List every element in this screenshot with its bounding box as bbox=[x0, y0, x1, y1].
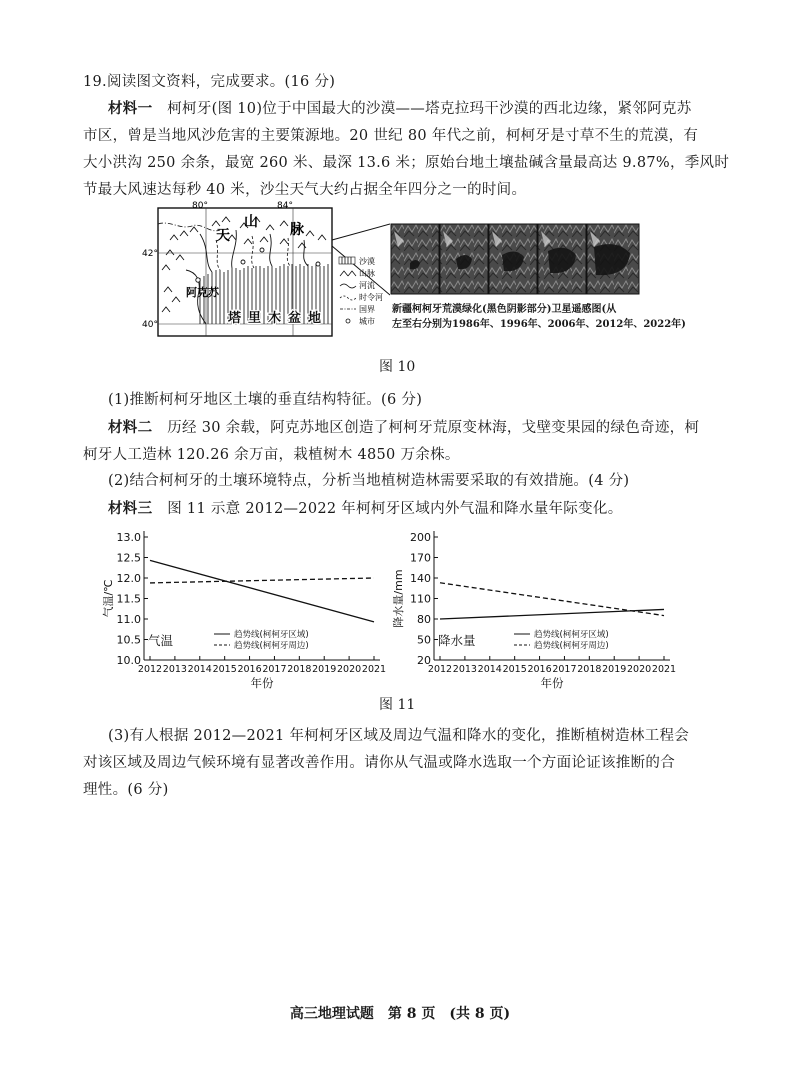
material1-label: 材料一 bbox=[108, 100, 153, 117]
question-3-line-2: 对该区域及周边气候环境有显著改善作用。请你从气温或降水选取一个方面论证该推断的合 bbox=[83, 755, 675, 771]
lat-label-42: 42° bbox=[142, 249, 158, 259]
material2-label: 材料二 bbox=[108, 419, 153, 436]
temp-xtick-label: 2017 bbox=[262, 664, 287, 675]
precip-ytick-label: 80 bbox=[417, 613, 431, 626]
figure10-caption: 图 10 bbox=[379, 359, 416, 375]
temp-ytick-label: 10.0 bbox=[116, 654, 141, 667]
precipitation-chart bbox=[390, 525, 680, 690]
temp-ytick-label: 12.5 bbox=[116, 551, 141, 565]
map-label-pen: 盆 bbox=[288, 311, 302, 326]
lon-label-80: 80° bbox=[192, 201, 208, 211]
question-heading: 19.阅读图文资料，完成要求。(16 分) bbox=[83, 74, 336, 90]
satellite-caption-2: 左至右分别为1986年、1996年、2006年、2012年、2022年) bbox=[392, 319, 686, 330]
temp-xtick-label: 2012 bbox=[137, 664, 163, 675]
lon-label-84: 84° bbox=[277, 201, 293, 211]
temp-trend-line-surrounding bbox=[150, 578, 374, 583]
temp-ytick-label: 10.5 bbox=[116, 633, 141, 647]
temperature-chart bbox=[100, 525, 390, 690]
precip-ylabel: 降水量/mm bbox=[392, 569, 405, 628]
temp-xtick-label: 2019 bbox=[312, 664, 337, 675]
temp-ytick-label: 13.0 bbox=[116, 531, 141, 544]
map-label-mu: 木 bbox=[268, 311, 282, 326]
precip-xlabel: 年份 bbox=[540, 676, 564, 690]
legend-river: 河流 bbox=[359, 281, 375, 290]
material3-text: 图 11 示意 2012—2022 年柯柯牙区域内外气温和降水量年际变化。 bbox=[167, 501, 623, 517]
precip-xtick-label: 2015 bbox=[502, 664, 527, 675]
legend-border: 国界 bbox=[359, 305, 375, 314]
precip-legend-label: 趋势线(柯柯牙周边) bbox=[534, 641, 609, 651]
precip-ytick-label: 110 bbox=[410, 592, 431, 606]
precip-xtick-label: 2019 bbox=[602, 664, 627, 675]
precip-legend-label: 趋势线(柯柯牙区域) bbox=[534, 630, 609, 640]
precip-ytick-label: 200 bbox=[410, 531, 431, 544]
map-label-aksu: 阿克苏 bbox=[186, 286, 219, 299]
satellite-images bbox=[390, 223, 640, 295]
temp-xtick-label: 2021 bbox=[361, 664, 387, 675]
map-label-mai: 脉 bbox=[290, 222, 304, 238]
temp-ytick-label: 11.5 bbox=[116, 592, 141, 606]
material3-label: 材料三 bbox=[108, 500, 153, 517]
map-label-li: 里 bbox=[248, 311, 262, 326]
precip-xtick-label: 2012 bbox=[427, 664, 453, 675]
material1-line-1 bbox=[108, 97, 692, 118]
map-legend bbox=[339, 256, 383, 326]
precip-ytick-label: 170 bbox=[410, 551, 431, 565]
legend-desert: 沙漠 bbox=[359, 257, 375, 266]
precip-xtick-label: 2013 bbox=[452, 664, 477, 675]
temp-xtick-label: 2014 bbox=[187, 664, 212, 675]
precip-xtick-label: 2021 bbox=[651, 664, 677, 675]
precip-xtick-label: 2017 bbox=[552, 664, 577, 675]
precip-ytick-label: 20 bbox=[417, 654, 431, 667]
question-3-line-3: 理性。(6 分) bbox=[83, 782, 169, 798]
precip-panel-label: 降水量 bbox=[438, 633, 476, 648]
temp-xtick-label: 2018 bbox=[287, 664, 312, 675]
temp-legend-label: 趋势线(柯柯牙区域) bbox=[234, 630, 309, 640]
figure11-caption: 图 11 bbox=[379, 697, 416, 713]
temp-xlabel: 年份 bbox=[250, 676, 274, 690]
material2-text-1: 历经 30 余载，阿克苏地区创造了柯柯牙荒原变林海，戈壁变果园的绿色奇迹，柯 bbox=[167, 420, 700, 436]
precip-xtick-label: 2018 bbox=[577, 664, 602, 675]
temp-ytick-label: 11.0 bbox=[116, 613, 141, 626]
temp-legend-label: 趋势线(柯柯牙周边) bbox=[234, 641, 309, 651]
temp-xtick-label: 2013 bbox=[162, 664, 187, 675]
temp-xtick-label: 2015 bbox=[212, 664, 237, 675]
temp-ytick-label: 12.0 bbox=[116, 572, 141, 585]
material2-line-2: 柯牙人工造林 120.26 余万亩，栽植树木 4850 万余株。 bbox=[83, 447, 460, 463]
temp-trend-line-region bbox=[150, 560, 374, 622]
question-3-line-1: (3)有人根据 2012—2021 年柯柯牙区域及周边气温和降水的变化，推断植树造林工程会 bbox=[108, 728, 690, 744]
material3-line bbox=[108, 497, 623, 518]
material1-line-2: 市区，曾是当地风沙危害的主要策源地。20 世纪 80 年代之前，柯柯牙是寸草不生的荒漠，有 bbox=[83, 128, 699, 144]
temp-panel-label: 气温 bbox=[148, 633, 174, 648]
material1-line-3: 大小洪沟 250 余条，最宽 260 米、最深 13.6 米；原始台地土壤盐碱含量最高达 9.87%，季风时 bbox=[83, 155, 730, 171]
precip-xtick-label: 2016 bbox=[527, 664, 552, 675]
precip-ytick-label: 50 bbox=[417, 633, 431, 647]
precip-xtick-label: 2020 bbox=[627, 664, 652, 675]
material1-text-1: 柯柯牙(图 10)位于中国最大的沙漠——塔克拉玛干沙漠的西北边缘，紧邻阿克苏 bbox=[167, 101, 692, 117]
legend-mountain: 山脉 bbox=[359, 269, 375, 278]
temp-xtick-label: 2020 bbox=[337, 664, 362, 675]
page-footer: 高三地理试题 第 8 页 (共 8 页) bbox=[289, 1006, 511, 1022]
precip-trend-line-surrounding bbox=[440, 583, 664, 616]
map-label-tian: 天 bbox=[216, 228, 230, 244]
precip-xtick-label: 2014 bbox=[477, 664, 502, 675]
lat-label-40: 40° bbox=[142, 320, 158, 330]
question-1: (1)推断柯柯牙地区土壤的垂直结构特征。(6 分) bbox=[108, 392, 423, 408]
material2-line-1 bbox=[108, 416, 699, 437]
temp-ylabel: 气温/℃ bbox=[102, 579, 115, 618]
map-label-di: 地 bbox=[308, 311, 322, 326]
satellite-caption-1: 新疆柯柯牙荒漠绿化(黑色阴影部分)卫星遥感图(从 bbox=[392, 304, 617, 315]
material1-line-4: 节最大风速达每秒 40 米，沙尘天气大约占据全年四分之一的时间。 bbox=[83, 182, 527, 198]
precip-ytick-label: 140 bbox=[410, 572, 431, 585]
figure10-map bbox=[140, 200, 390, 340]
map-label-shan: 山 bbox=[244, 214, 258, 230]
legend-seasonal-river: 时令河 bbox=[359, 293, 383, 302]
map-label-ta: 塔 bbox=[228, 311, 242, 326]
legend-city: 城市 bbox=[359, 317, 375, 326]
temp-xtick-label: 2016 bbox=[237, 664, 262, 675]
question-2: (2)结合柯柯牙的土壤环境特点，分析当地植树造林需要采取的有效措施。(4 分) bbox=[108, 473, 630, 489]
